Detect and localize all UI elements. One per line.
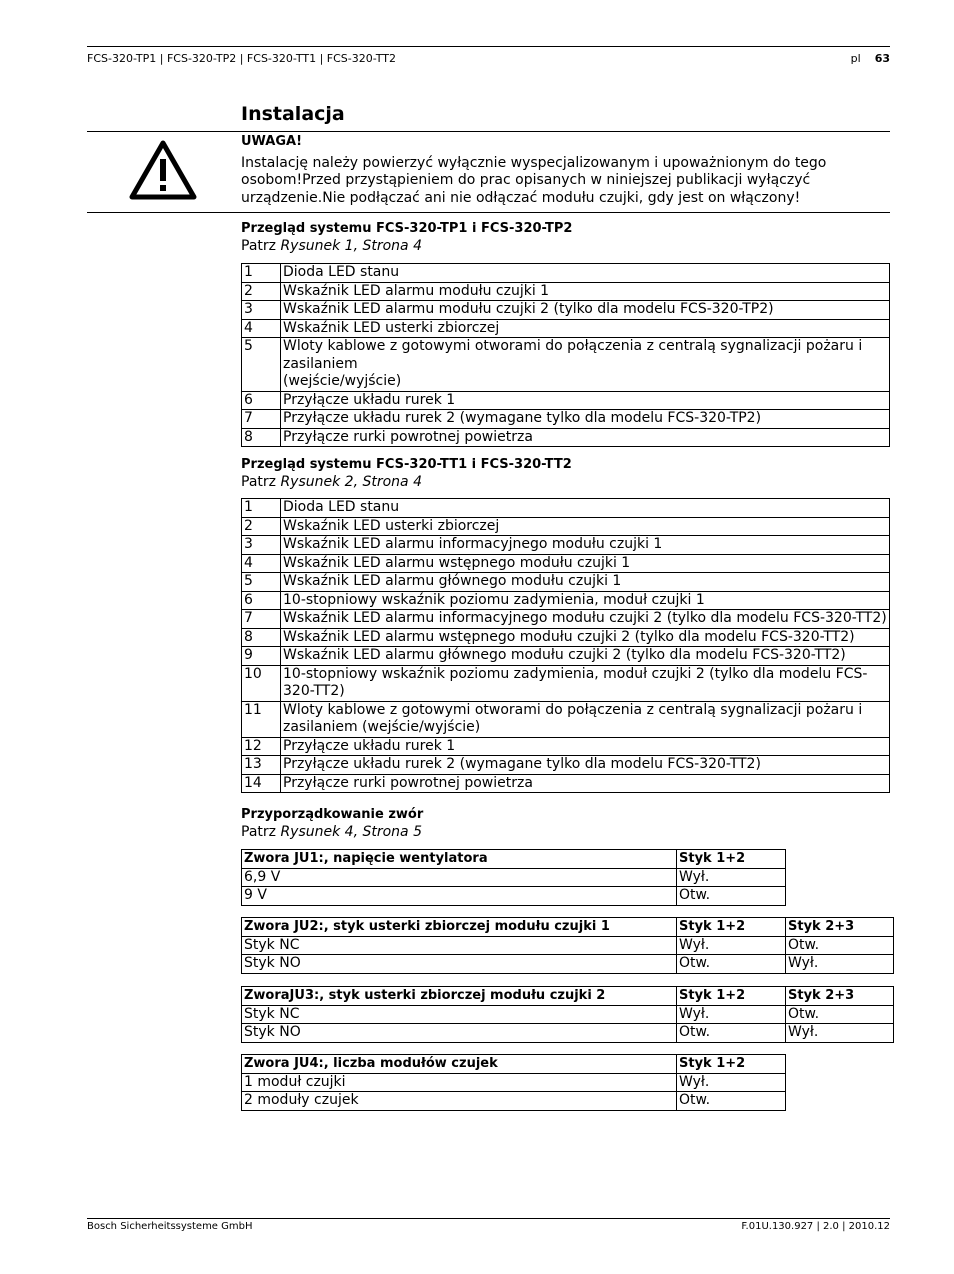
column-header: Styk 2+3: [786, 918, 894, 937]
column-header: Styk 2+3: [786, 987, 894, 1006]
table-row: [242, 936, 894, 955]
column-header: Zwora JU1:, napięcie wentylatora: [242, 850, 677, 869]
table-cell: Styk NC: [242, 936, 677, 955]
table-cell: Otw.: [786, 1005, 894, 1024]
row-number: 7: [242, 610, 281, 629]
column-header: Zwora JU4:, liczba modułów czujek: [242, 1055, 677, 1074]
header-rule: [87, 46, 890, 47]
table-row: [242, 1024, 894, 1043]
footer-rule: [87, 1218, 890, 1219]
table-cell: Otw.: [677, 1024, 786, 1043]
table-row: [242, 887, 786, 906]
row-number: 11: [242, 701, 281, 737]
table-cell: Wył.: [677, 1005, 786, 1024]
tt-table: [241, 498, 890, 793]
row-description: 10-stopniowy wskaźnik poziomu zadymienia, moduł czujki 2 (tylko dla modelu FCS-320-TT2): [281, 665, 890, 701]
page-number: 63: [874, 52, 890, 65]
row-number: 3: [242, 536, 281, 555]
table-cell: Styk NC: [242, 1005, 677, 1024]
row-number: 9: [242, 647, 281, 666]
warning-triangle-icon: [128, 139, 198, 201]
table-row: [242, 264, 890, 283]
table-row: [242, 517, 890, 536]
table-row: [242, 428, 890, 447]
table-cell: Styk NO: [242, 955, 677, 974]
row-description: Dioda LED stanu: [281, 264, 890, 283]
row-number: 6: [242, 391, 281, 410]
row-description: Wskaźnik LED alarmu wstępnego modułu czujki 2 (tylko dla modelu FCS-320-TT2): [281, 628, 890, 647]
table-cell: 6,9 V: [242, 868, 677, 887]
row-number: 12: [242, 737, 281, 756]
table-row: [242, 536, 890, 555]
row-number: 2: [242, 282, 281, 301]
table-cell: 1 moduł czujki: [242, 1073, 677, 1092]
column-header: ZworaJU3:, styk usterki zbiorczej modułu czujki 2: [242, 987, 677, 1006]
row-description: Wloty kablowe z gotowymi otworami do połączenia z centralą sygnalizacji pożaru i zasilaniem (wejście/wyjście): [281, 338, 890, 392]
ref-link: Rysunek 4, Strona 5: [280, 823, 422, 840]
table-row: [242, 591, 890, 610]
table-row: [242, 737, 890, 756]
row-number: 4: [242, 319, 281, 338]
row-number: 10: [242, 665, 281, 701]
row-number: 8: [242, 428, 281, 447]
table-row: [242, 282, 890, 301]
table-cell: Wył.: [786, 955, 894, 974]
row-description: Wskaźnik LED alarmu modułu czujki 2 (tylko dla modelu FCS-320-TP2): [281, 301, 890, 320]
row-number: 2: [242, 517, 281, 536]
table-header-row: [242, 918, 894, 937]
row-description: Przyłącze układu rurek 2 (wymagane tylko dla modelu FCS-320-TT2): [281, 756, 890, 775]
warning-title: UWAGA!: [241, 134, 303, 149]
section-jumpers-ref: [241, 824, 423, 842]
ref-link: Rysunek 1, Strona 4: [280, 237, 422, 254]
row-description: Przyłącze układu rurek 2 (wymagane tylko dla modelu FCS-320-TP2): [281, 410, 890, 429]
row-description: Wskaźnik LED alarmu informacyjnego modułu czujki 2 (tylko dla modelu FCS-320-TT2): [281, 610, 890, 629]
warning-top-rule: [87, 131, 890, 132]
warning-bottom-rule: [87, 212, 890, 213]
column-header: Styk 1+2: [677, 1055, 786, 1074]
table-row: [242, 301, 890, 320]
section-tp-heading: Przegląd systemu FCS-320-TP1 i FCS-320-TP2: [241, 221, 573, 236]
row-description: Wskaźnik LED usterki zbiorczej: [281, 319, 890, 338]
row-description: Przyłącze rurki powrotnej powietrza: [281, 428, 890, 447]
ref-link: Rysunek 2, Strona 4: [280, 473, 422, 490]
table-cell: Otw.: [677, 887, 786, 906]
column-header: Styk 1+2: [677, 987, 786, 1006]
warning-block: [241, 133, 871, 207]
tp-table: [241, 263, 890, 447]
row-description: Wskaźnik LED alarmu głównego modułu czujki 2 (tylko dla modelu FCS-320-TT2): [281, 647, 890, 666]
table-header-row: [242, 1055, 786, 1074]
column-header: Styk 1+2: [677, 918, 786, 937]
row-number: 6: [242, 591, 281, 610]
header-doc-title: FCS-320-TP1 | FCS-320-TP2 | FCS-320-TT1 | FCS-320-TT2: [87, 52, 396, 65]
jumper-ju2-table: [241, 917, 894, 974]
jumper-ju3-table: [241, 986, 894, 1043]
row-description: Wskaźnik LED alarmu głównego modułu czujki 1: [281, 573, 890, 592]
table-header-row: [242, 987, 894, 1006]
section-tt-ref: [241, 474, 572, 492]
table-row: [242, 955, 894, 974]
header-lang: pl: [850, 52, 861, 65]
table-row: [242, 628, 890, 647]
row-description: Dioda LED stanu: [281, 499, 890, 518]
table-cell: Wył.: [677, 868, 786, 887]
row-description: Wskaźnik LED usterki zbiorczej: [281, 517, 890, 536]
footer-company: Bosch Sicherheitssysteme GmbH: [87, 1221, 253, 1232]
table-row: [242, 1005, 894, 1024]
row-number: 4: [242, 554, 281, 573]
section-tp-ref: [241, 238, 572, 256]
row-number: 14: [242, 774, 281, 793]
section-tt: [241, 456, 572, 491]
table-row: [242, 319, 890, 338]
table-row: [242, 665, 890, 701]
table-row: [242, 554, 890, 573]
page-header: [87, 52, 890, 66]
row-description: Przyłącze rurki powrotnej powietrza: [281, 774, 890, 793]
footer-docref: F.01U.130.927 | 2.0 | 2010.12: [741, 1221, 890, 1232]
row-number: 1: [242, 499, 281, 518]
table-row: [242, 410, 890, 429]
table-row: [242, 499, 890, 518]
row-number: 5: [242, 338, 281, 392]
table-row: [242, 868, 786, 887]
jumper-ju4-table: [241, 1054, 786, 1111]
table-cell: 9 V: [242, 887, 677, 906]
jumper-ju1-table: [241, 849, 786, 906]
section-tt-heading: Przegląd systemu FCS-320-TT1 i FCS-320-TT2: [241, 457, 572, 472]
column-header: Styk 1+2: [677, 850, 786, 869]
table-row: [242, 1092, 786, 1111]
row-number: 5: [242, 573, 281, 592]
row-number: 8: [242, 628, 281, 647]
row-description: Wloty kablowe z gotowymi otworami do połączenia z centralą sygnalizacji pożaru i zasilaniem (wejście/wyjście): [281, 701, 890, 737]
page-title: Instalacja: [241, 103, 345, 125]
table-row: [242, 610, 890, 629]
section-tp: [241, 220, 572, 255]
table-row: [242, 774, 890, 793]
table-cell: Otw.: [677, 1092, 786, 1111]
table-cell: Styk NO: [242, 1024, 677, 1043]
row-description: Wskaźnik LED alarmu modułu czujki 1: [281, 282, 890, 301]
row-description: Wskaźnik LED alarmu informacyjnego modułu czujki 1: [281, 536, 890, 555]
table-row: [242, 701, 890, 737]
ref-prefix: Patrz: [241, 823, 276, 840]
table-cell: 2 moduły czujek: [242, 1092, 677, 1111]
section-jumpers-heading: Przyporządkowanie zwór: [241, 807, 424, 822]
table-cell: Otw.: [677, 955, 786, 974]
ref-prefix: Patrz: [241, 473, 276, 490]
row-number: 1: [242, 264, 281, 283]
row-description: 10-stopniowy wskaźnik poziomu zadymienia, moduł czujki 1: [281, 591, 890, 610]
table-cell: Wył.: [786, 1024, 894, 1043]
row-number: 7: [242, 410, 281, 429]
table-row: [242, 573, 890, 592]
table-row: [242, 391, 890, 410]
column-header: Zwora JU2:, styk usterki zbiorczej modułu czujki 1: [242, 918, 677, 937]
row-description: Wskaźnik LED alarmu wstępnego modułu czujki 1: [281, 554, 890, 573]
ref-prefix: Patrz: [241, 237, 276, 254]
table-cell: Wył.: [677, 936, 786, 955]
row-description: Przyłącze układu rurek 1: [281, 737, 890, 756]
table-row: [242, 1073, 786, 1092]
row-number: 13: [242, 756, 281, 775]
warning-text: Instalację należy powierzyć wyłącznie wyspecjalizowanym i upoważnionym do tego osobom!Przed przystąpieniem do prac opisanych w niniejszej publikacji wyłączyć urządzenie.Nie podłączać ani nie odłączać modułu czujki, gdy jest on włączony!: [241, 154, 827, 206]
table-row: [242, 756, 890, 775]
section-jumpers: [241, 806, 423, 841]
table-header-row: [242, 850, 786, 869]
row-description: Przyłącze układu rurek 1: [281, 391, 890, 410]
table-cell: Otw.: [786, 936, 894, 955]
header-right: [851, 52, 890, 65]
row-number: 3: [242, 301, 281, 320]
table-row: [242, 647, 890, 666]
table-row: [242, 338, 890, 392]
table-cell: Wył.: [677, 1073, 786, 1092]
